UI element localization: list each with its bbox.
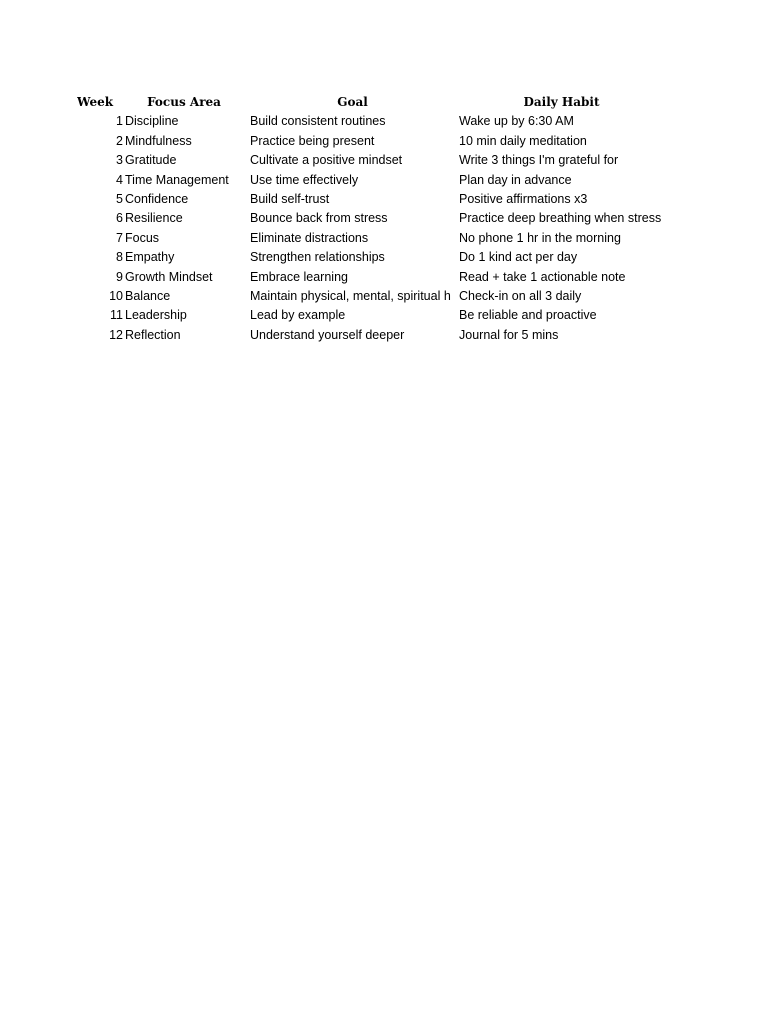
cell-goal: Lead by example (250, 308, 346, 323)
cell-daily-habit: No phone 1 hr in the morning (459, 230, 621, 245)
table-header-row (74, 93, 694, 112)
cell-focus-area: Empathy (125, 250, 175, 265)
cell-week: 7 (116, 230, 123, 245)
cell-goal: Use time effectively (250, 172, 359, 187)
table-row (74, 287, 694, 306)
cell-daily-habit: Positive affirmations x3 (459, 191, 588, 206)
table-row (74, 326, 694, 345)
cell-week: 6 (116, 211, 123, 226)
cell-week: 1 (116, 114, 123, 129)
cell-focus-area: Confidence (125, 191, 189, 206)
table-row (74, 151, 694, 170)
header-daily-habit: Daily Habit (523, 95, 600, 109)
cell-daily-habit: Journal for 5 mins (459, 327, 559, 342)
cell-focus-area: Balance (125, 288, 171, 303)
cell-week: 9 (116, 269, 123, 284)
cell-focus-area: Growth Mindset (125, 269, 213, 284)
cell-focus-area: Reflection (125, 327, 181, 342)
cell-goal: Maintain physical, mental, spiritual h (250, 288, 451, 303)
table-row (74, 132, 694, 151)
cell-week: 10 (109, 288, 123, 303)
cell-week: 2 (116, 133, 123, 148)
cell-daily-habit: Plan day in advance (459, 172, 572, 187)
cell-week: 8 (116, 250, 123, 265)
cell-focus-area: Discipline (125, 114, 179, 129)
header-focus-area: Focus Area (147, 95, 221, 109)
header-goal: Goal (337, 95, 368, 109)
cell-daily-habit: Wake up by 6:30 AM (459, 114, 574, 129)
cell-focus-area: Resilience (125, 211, 183, 226)
cell-focus-area: Time Management (125, 172, 229, 187)
cell-daily-habit: Write 3 things I'm grateful for (459, 153, 619, 168)
cell-week: 11 (110, 308, 123, 323)
table-row (74, 248, 694, 267)
table-row (74, 306, 694, 325)
table-row (74, 209, 694, 228)
cell-focus-area: Mindfulness (125, 133, 192, 148)
header-week: Week (77, 95, 114, 109)
cell-goal: Build consistent routines (250, 114, 386, 129)
table-row (74, 171, 694, 190)
cell-goal: Cultivate a positive mindset (250, 153, 403, 168)
cell-daily-habit: Read + take 1 actionable note (459, 269, 626, 284)
cell-goal: Understand yourself deeper (250, 327, 405, 342)
cell-focus-area: Leadership (125, 308, 187, 323)
cell-week: 4 (116, 172, 123, 187)
habit-table (74, 93, 694, 345)
table-row (74, 190, 694, 209)
cell-goal: Eliminate distractions (250, 230, 369, 245)
cell-daily-habit: 10 min daily meditation (459, 133, 587, 148)
cell-goal: Strengthen relationships (250, 250, 385, 265)
cell-goal: Bounce back from stress (250, 211, 388, 226)
cell-daily-habit: Do 1 kind act per day (459, 250, 578, 265)
table-row (74, 229, 694, 248)
cell-goal: Embrace learning (250, 269, 348, 284)
cell-focus-area: Focus (125, 230, 160, 245)
cell-focus-area: Gratitude (125, 153, 177, 168)
cell-goal: Practice being present (250, 133, 375, 148)
cell-daily-habit: Be reliable and proactive (459, 308, 597, 323)
cell-daily-habit: Practice deep breathing when stress (459, 211, 662, 226)
cell-week: 12 (109, 327, 123, 342)
cell-daily-habit: Check-in on all 3 daily (459, 288, 582, 303)
cell-goal: Build self-trust (250, 191, 330, 206)
cell-week: 3 (116, 153, 123, 168)
table-body (74, 112, 694, 345)
cell-week: 5 (116, 191, 123, 206)
table-row (74, 112, 694, 131)
table-row (74, 268, 694, 287)
